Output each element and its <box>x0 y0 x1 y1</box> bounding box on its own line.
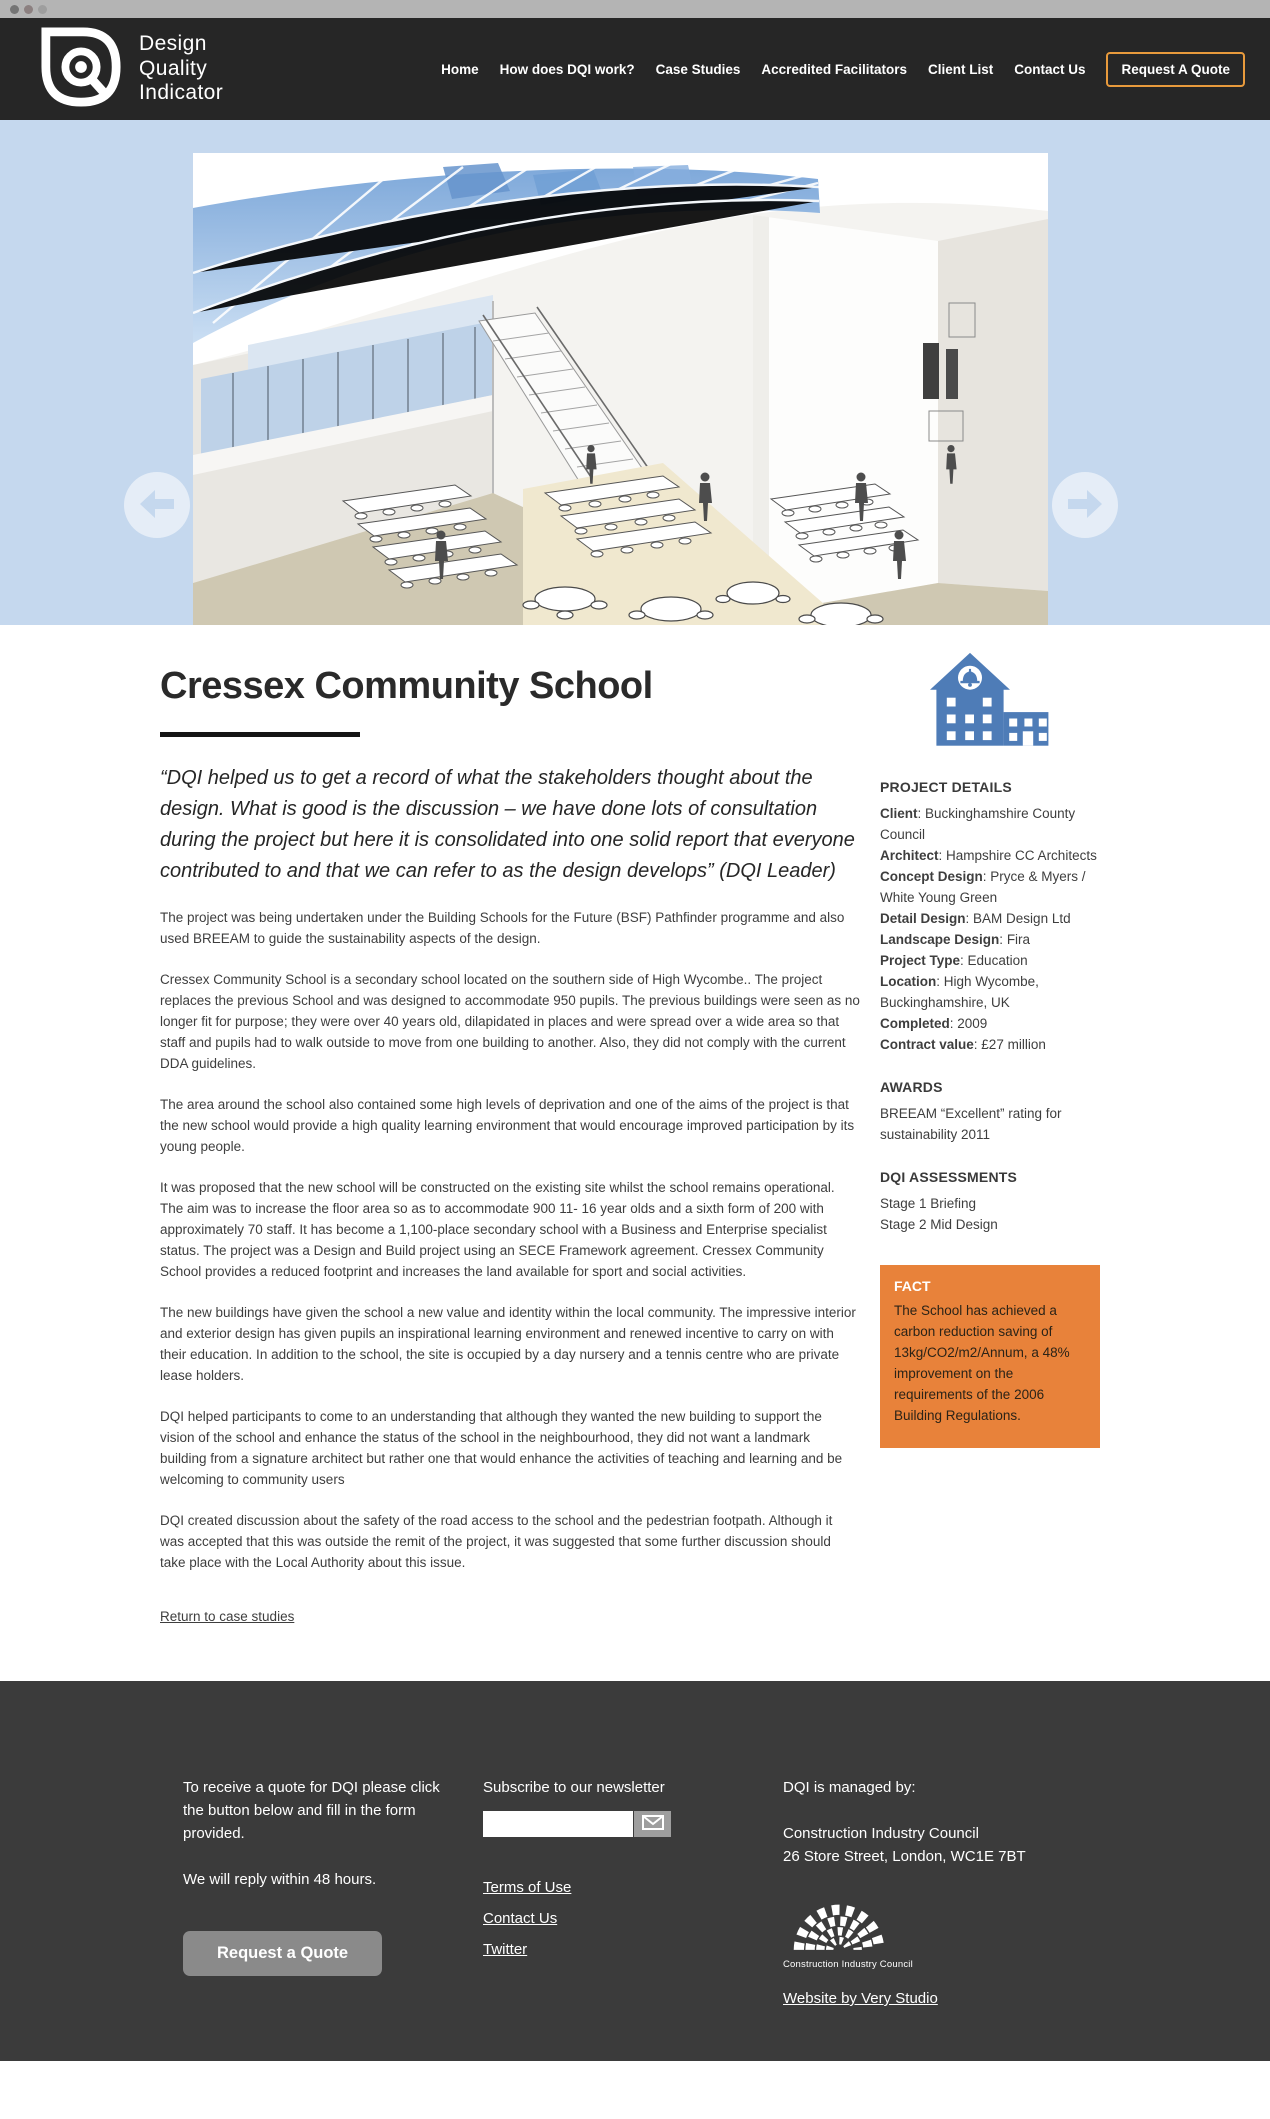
site-header <box>0 18 1270 120</box>
twitter-link[interactable]: Twitter <box>483 1941 528 1958</box>
newsletter-submit-button[interactable] <box>634 1811 671 1837</box>
project-details-heading: PROJECT DETAILS <box>880 779 1012 795</box>
footer-managed-column <box>783 1776 1026 2021</box>
paragraph: It was proposed that the new school will be constructed on the existing site whilst the school remains operational. The aim was to increase the floor area so as to accommodate 900 11- 16 year olds and a sixth form of 200 with approximately 70 staff. It has become a 1,100-place secondary school with a Business and Enterprise specialist status. The project was a Design and Build project using an SECE Framework agreement. Cressex Community School provides a reduced footprint and increases the land available for sport and social activities. <box>160 1180 835 1279</box>
envelope-icon <box>642 1815 664 1833</box>
managed-by-text: DQI is managed by: <box>783 1779 916 1796</box>
paragraph: DQI created discussion about the safety of the road access to the school and the pedestrian footpath. Although it was accepted that this was outside the remit of the project, it was suggested that some further discussion should take place with the Local Authority about this issue. <box>160 1513 833 1570</box>
arrow-right-icon <box>1068 490 1102 521</box>
footer-links <box>483 1879 708 1958</box>
detail-row: Detail Design : BAM Design Ltd <box>880 911 1071 926</box>
newsletter-input[interactable] <box>483 1811 633 1837</box>
logo-wordmark: Design Quality Indicator <box>139 32 224 105</box>
window-minimize-button[interactable] <box>24 5 33 14</box>
detail-row: Architect : Hampshire CC Architects <box>880 848 1097 863</box>
school-building-icon <box>930 651 1100 751</box>
arrow-left-icon <box>140 490 174 521</box>
main-content <box>0 625 1270 1681</box>
dqi-logo[interactable] <box>40 26 223 113</box>
fact-heading: FACT <box>894 1278 931 1294</box>
detail-row: Client : Buckinghamshire County Council <box>880 806 1075 842</box>
nav-contact-us[interactable]: Contact Us <box>1014 61 1086 77</box>
website-credit-link[interactable]: Website by Very Studio <box>783 1990 938 2007</box>
nav-case-studies[interactable]: Case Studies <box>655 61 741 77</box>
paragraph: The area around the school also contained some high levels of deprivation and one of the aims of the project is that the new school would provide a high quality learning environment that would encourage improved participation by its young people. <box>160 1097 855 1154</box>
detail-row: Project Type : Education <box>880 953 1028 968</box>
footer-quote-column <box>183 1776 445 2021</box>
footer <box>0 1681 1270 2061</box>
paragraph: The project was being undertaken under the Building Schools for the Future (BSF) Pathfinder programme and also used BREEAM to guide the sustainability aspects of the design. <box>160 910 845 946</box>
carousel-next-button[interactable] <box>1052 472 1118 538</box>
fact-box <box>880 1265 1100 1448</box>
assessments-list <box>880 1193 1100 1235</box>
window-close-button[interactable] <box>10 5 19 14</box>
footer-reply-text: We will reply within 48 hours. <box>183 1871 377 1888</box>
cic-logo-caption: Construction Industry Council <box>783 1959 913 1970</box>
nav-client-list[interactable]: Client List <box>927 61 994 77</box>
terms-of-use-link[interactable]: Terms of Use <box>483 1879 572 1896</box>
request-a-quote-button[interactable]: Request A Quote <box>1106 52 1245 87</box>
main-nav <box>420 52 1245 87</box>
detail-row: Location : High Wycombe, Buckinghamshire, UK <box>880 974 1039 1010</box>
nav-how-does-dqi-work[interactable]: How does DQI work? <box>499 61 635 77</box>
footer-contact-us-link[interactable]: Contact Us <box>483 1910 558 1927</box>
detail-row: Completed : 2009 <box>880 1016 987 1031</box>
return-to-case-studies-link[interactable]: Return to case studies <box>160 1609 295 1624</box>
hero-carousel <box>0 120 1270 625</box>
article-body <box>160 907 860 1573</box>
assessment-item: Stage 1 Briefing <box>880 1196 977 1211</box>
detail-row: Landscape Design : Fira <box>880 932 1030 947</box>
footer-request-a-quote-button[interactable]: Request a Quote <box>183 1931 382 1976</box>
nav-home[interactable]: Home <box>441 61 479 77</box>
org-name: Construction Industry Council <box>783 1825 979 1842</box>
detail-row: Contract value : £27 million <box>880 1037 1046 1052</box>
page-title: Cressex Community School <box>160 665 653 707</box>
detail-row: Concept Design : Pryce & Myers / White Young Green <box>880 869 1086 905</box>
article-column <box>160 665 860 1626</box>
dqi-logo-icon <box>40 26 122 113</box>
awards-heading: AWARDS <box>880 1079 943 1095</box>
assessment-item: Stage 2 Mid Design <box>880 1217 998 1232</box>
footer-newsletter-column <box>483 1776 708 2021</box>
paragraph: DQI helped participants to come to an understanding that although they wanted the new building to support the vision of the school and enhance the status of the school in the neighbourhood, they did not want a landmark building from a signature architect but rather one that would enhance the activities of teaching and learning and be welcoming to community users <box>160 1409 843 1487</box>
carousel-prev-button[interactable] <box>124 472 190 538</box>
paragraph: The new buildings have given the school a new value and identity within the local community. The impressive interior and exterior design has given pupils an inspirational learning environment and renewed incentive to carry on with their education. In addition to the school, the site is occupied by a day nursery and a tennis centre who are private lease holders. <box>160 1305 856 1383</box>
awards-text: BREEAM “Excellent” rating for sustainability 2011 <box>880 1106 1062 1142</box>
dqi-assessments-heading: DQI ASSESSMENTS <box>880 1169 1018 1185</box>
fact-text: The School has achieved a carbon reduction saving of 13kg/CO2/m2/Annum, a 48% improvement on the requirements of the 2006 Building Regulations. <box>894 1303 1070 1423</box>
window-maximize-button[interactable] <box>38 5 47 14</box>
hero-image <box>193 153 1048 625</box>
window-titlebar <box>0 0 1270 18</box>
project-details-list <box>880 803 1100 1055</box>
newsletter-label: Subscribe to our newsletter <box>483 1779 665 1796</box>
construction-industry-council-logo-icon <box>783 1890 1026 1970</box>
sidebar <box>880 665 1100 1626</box>
footer-quote-text: To receive a quote for DQI please click the button below and fill in the form provided. <box>183 1779 440 1842</box>
newsletter-form <box>483 1811 708 1837</box>
title-underline <box>160 732 360 737</box>
org-address: 26 Store Street, London, WC1E 7BT <box>783 1848 1026 1865</box>
nav-accredited-facilitators[interactable]: Accredited Facilitators <box>761 61 907 77</box>
paragraph: Cressex Community School is a secondary school located on the southern side of High Wycombe.. The project replaces the previous School and was designed to accommodate 950 pupils. The previous buildings were seen as no longer fit for purpose; they were over 40 years old, dilapidated in places and were spread over a wide area so that staff and pupils had to walk outside to move from one building to another. Also, they did not comply with the current DDA guidelines. <box>160 972 860 1071</box>
lead-quote: “DQI helped us to get a record of what the stakeholders thought about the design. What is good is the discussion – we have done lots of consultation during the project but here it is consolidated into one solid report that everyone contributed to and that we can refer to as the design develops” (DQI Leader) <box>160 767 855 882</box>
